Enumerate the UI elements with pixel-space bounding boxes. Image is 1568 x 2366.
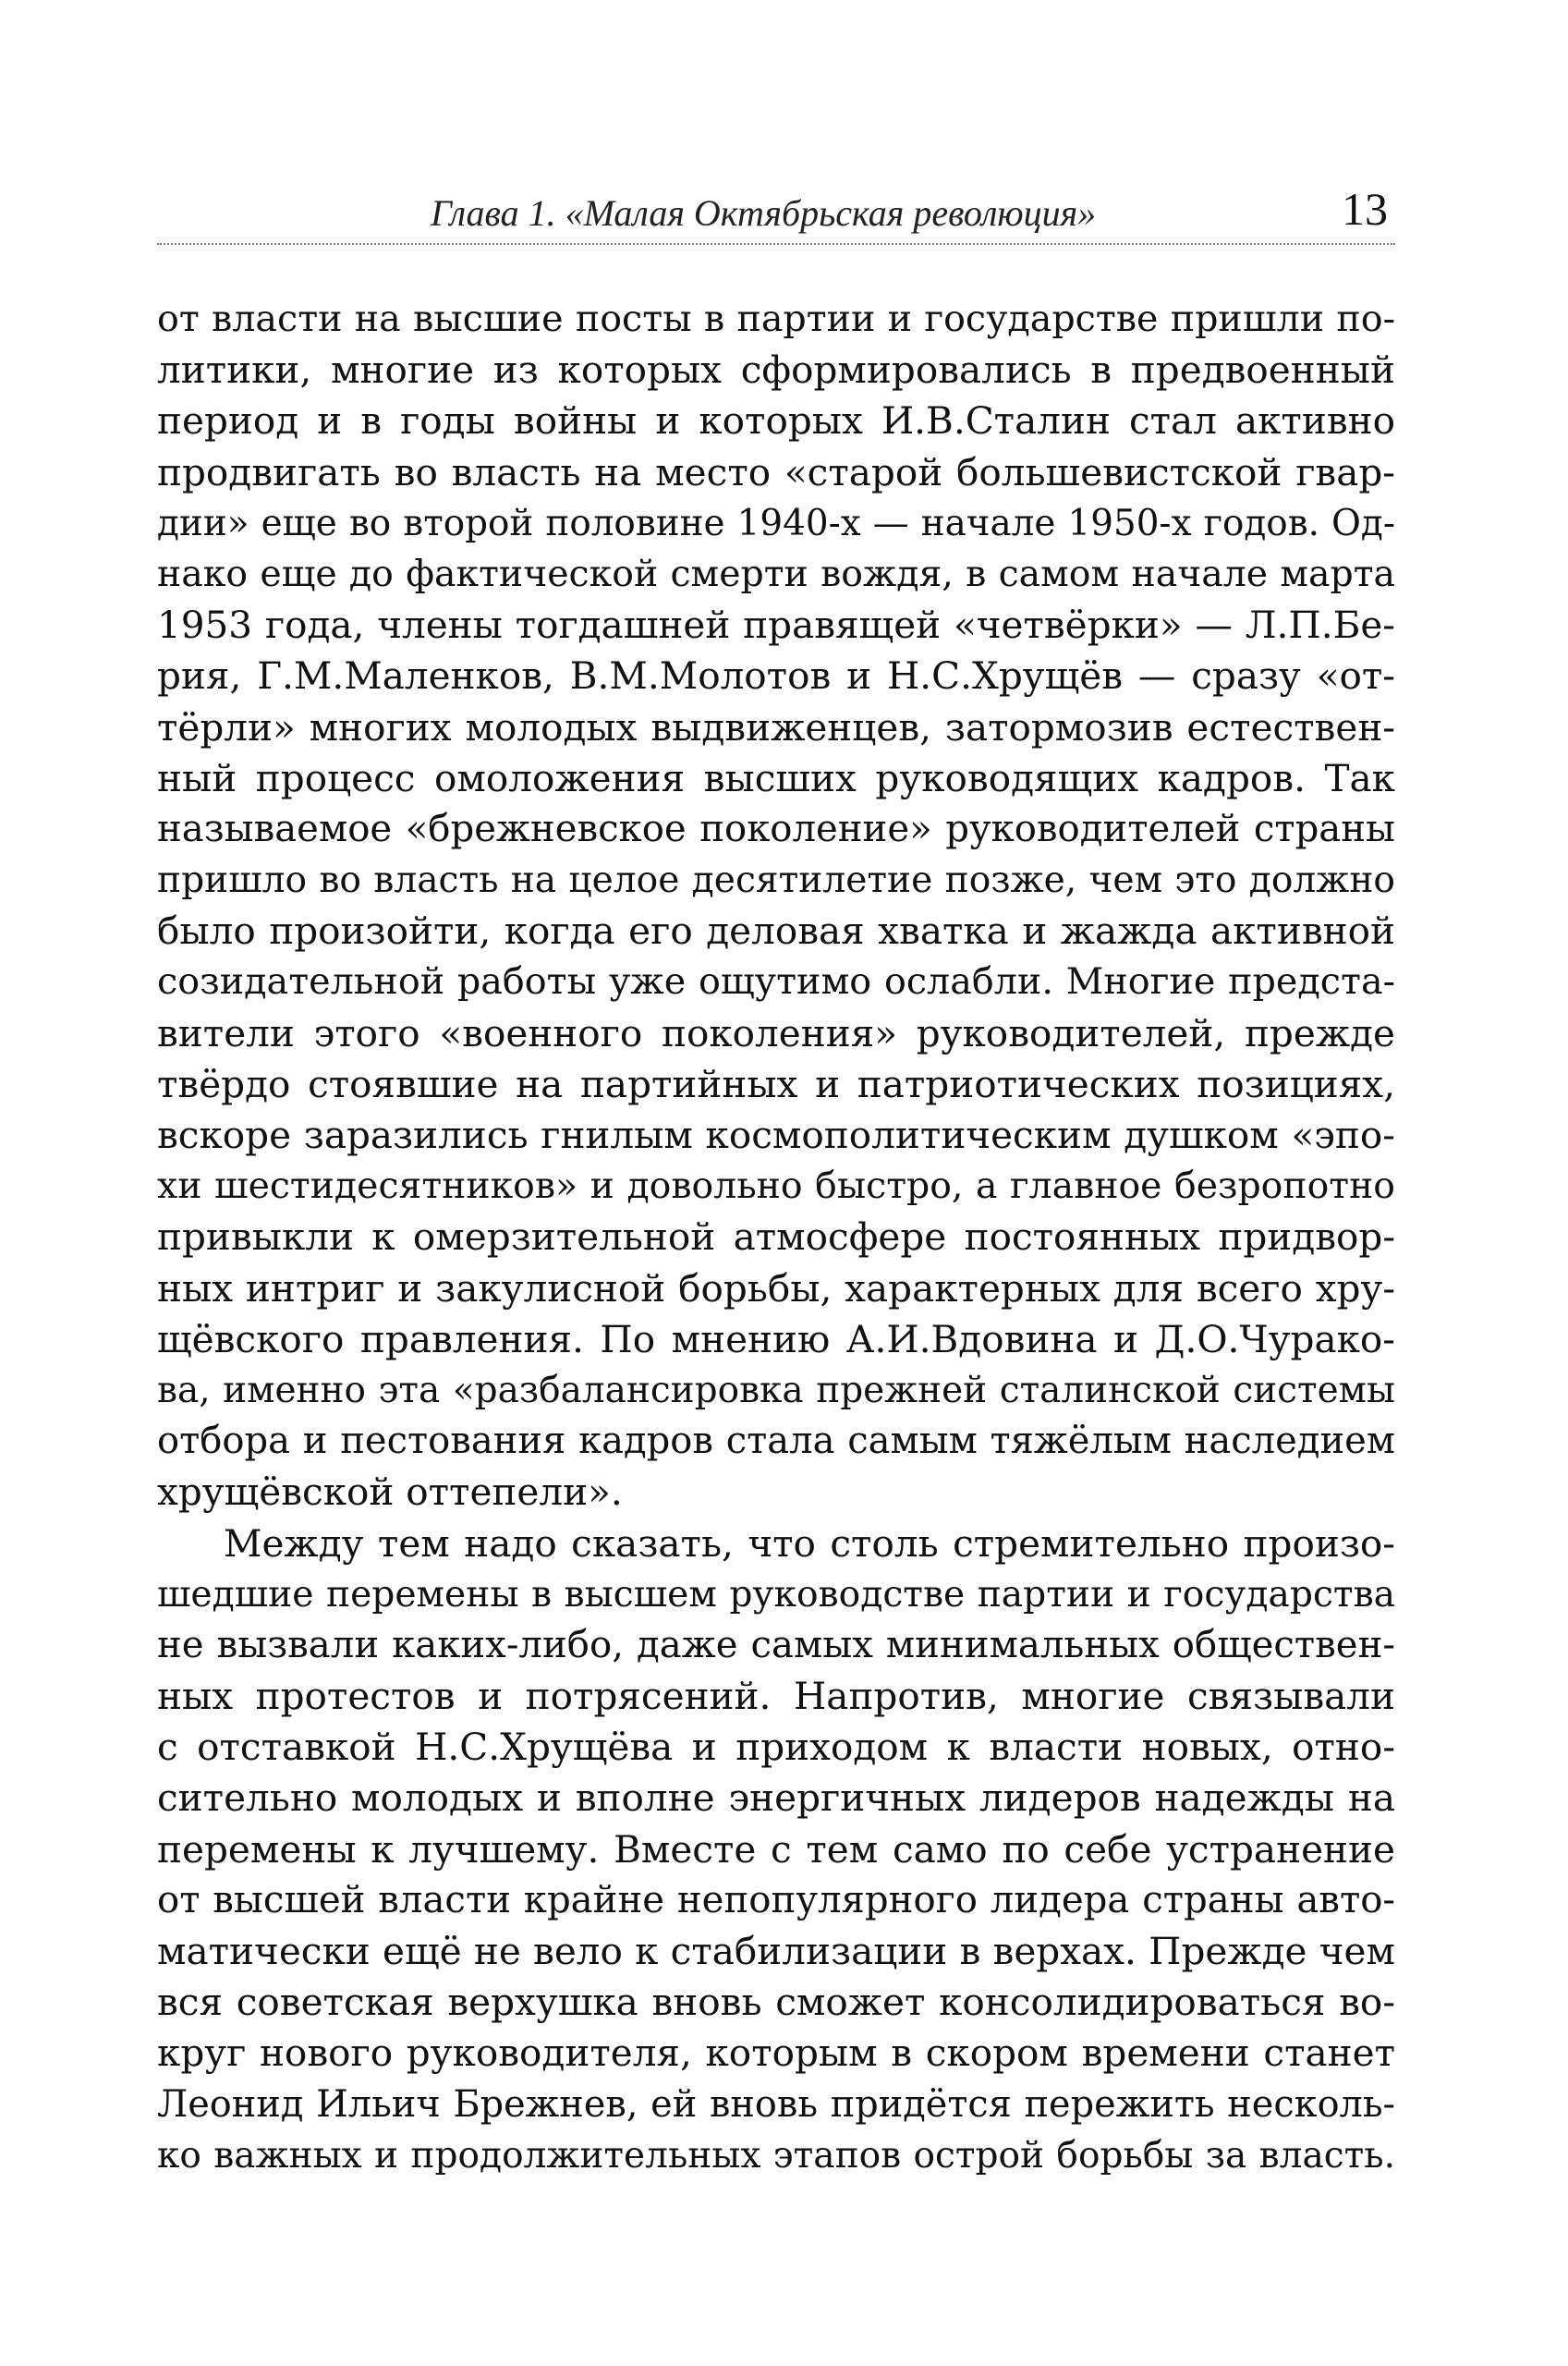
chapter-title: Глава 1. «Малая Октябрьская революция»: [431, 192, 1097, 234]
text-line: матически ещё не вело к стабилизации в верхах. Прежде чем: [157, 1929, 1395, 1973]
text-line: созидательной работы уже ощутимо ослабли. Многие предста-: [157, 960, 1395, 1004]
text-line: не вызвали каких-либо, даже самых минимальных обществен-: [157, 1623, 1395, 1666]
text-line: привыкли к омерзительной атмосфере постоянных придвор-: [157, 1214, 1395, 1260]
text-line: круг нового руководителя, которым в скором времени станет: [157, 2031, 1395, 2076]
paragraph-1: [157, 294, 1395, 1518]
text-line: период и в годы войны и которых И.В.Сталин стал активно: [157, 398, 1395, 444]
text-line: литики, многие из которых сформировались в предвоенный: [157, 348, 1395, 393]
text-line: ных интриг и закулисной борьбы, характерных для всего хру-: [157, 1265, 1395, 1311]
text-line: было произойти, когда его деловая хватка и жажда активной: [157, 909, 1395, 954]
text-line: от власти на высшие посты в партии и государстве пришли по-: [157, 298, 1395, 340]
text-line: сительно молодых и вполне энергичных лидеров надежды на: [157, 1775, 1395, 1821]
text-line: от высшей власти крайне непопулярного лидера страны авто-: [157, 1878, 1395, 1921]
text-line: 1953 года, члены тогдашней правящей «четвёрки» — Л.П.Бе-: [157, 603, 1395, 648]
text-line: рия, Г.М.Маленков, В.М.Молотов и Н.С.Хрущёв — сразу «от-: [157, 653, 1395, 699]
header-rule: [157, 243, 1395, 245]
text-line: перемены к лучшему. Вместе с тем само по себе устранение: [157, 1826, 1395, 1872]
text-line: Между тем надо сказать, что столь стремительно произо-: [224, 1520, 1395, 1566]
text-line: называемое «брежневское поколение» руководителей страны: [157, 807, 1395, 850]
running-header: [157, 180, 1395, 245]
text-line: тёрли» многих молодых выдвиженцев, затормозив естествен-: [157, 704, 1395, 750]
text-line: дии» еще во второй половине 1940-х — начале 1950-х годов. Од-: [157, 502, 1395, 544]
text-line: шедшие перемены в высшем руководстве партии и государства: [157, 1573, 1395, 1616]
text-line: вскоре заразились гнилым космополитическим душком «эпо-: [157, 1113, 1395, 1157]
text-line: хрущёвской оттепели».: [157, 1470, 623, 1515]
paragraph-2: [157, 1518, 1395, 2181]
text-line: твёрдо стоявшие на партийных и патриотических позициях,: [157, 1061, 1395, 1106]
text-line: отбора и пестования кадров стала самым тяжёлым наследием: [157, 1420, 1395, 1463]
body-text: [157, 294, 1395, 2181]
text-line: Леонид Ильич Брежнев, ей вновь придётся пережить несколь-: [157, 2082, 1395, 2126]
text-line: ный процесс омоложения высших руководящих кадров. Так: [157, 755, 1395, 800]
text-line: ных протестов и потрясений. Напротив, многие связывали: [157, 1674, 1395, 1719]
text-line: щёвского правления. По мнению А.И.Вдовина и Д.О.Чурако-: [157, 1316, 1395, 1361]
text-line: пришло во власть на целое десятилетие позже, чем это должно: [157, 860, 1395, 902]
text-line: нако еще до фактической смерти вождя, в самом начале марта: [157, 552, 1395, 595]
text-line: вся советская верхушка вновь сможет консолидироваться во-: [157, 1980, 1395, 2025]
page-number: 13: [1342, 183, 1388, 235]
text-line: ва, именно эта «разбалансировка прежней сталинской системы: [157, 1369, 1395, 1411]
text-line: с отставкой Н.С.Хрущёва и приходом к власти новых, отно-: [157, 1725, 1395, 1770]
text-line: ко важных и продолжительных этапов острой борьбы за власть.: [157, 2134, 1395, 2177]
text-line: вители этого «военного поколения» руководителей, прежде: [157, 1010, 1395, 1055]
text-line: продвигать во власть на место «старой большевистской гвар-: [157, 449, 1395, 494]
text-line: хи шестидесятников» и довольно быстро, а главное безропотно: [157, 1165, 1395, 1208]
